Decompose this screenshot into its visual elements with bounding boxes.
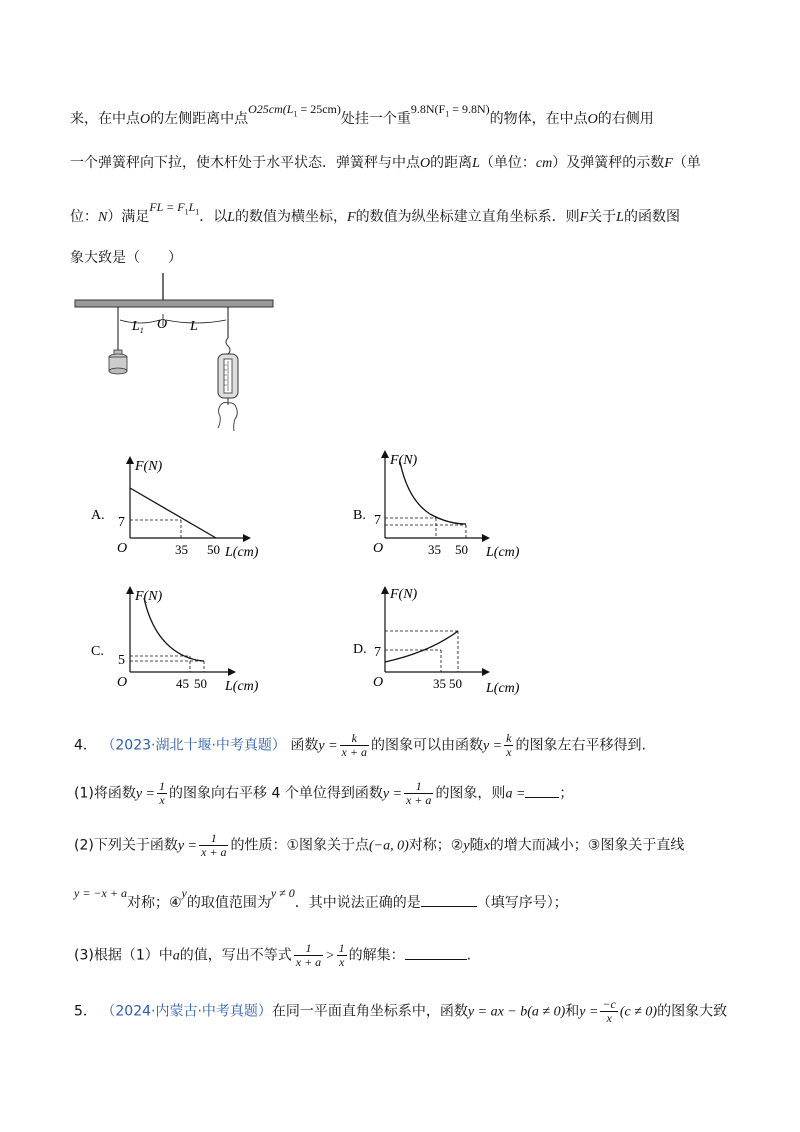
option-label: D. <box>353 642 367 657</box>
origin-label: O <box>373 541 384 556</box>
y-axis-label: F(N) <box>390 587 418 602</box>
y-tick: 7 <box>118 515 125 530</box>
y-axis-label: F(N) <box>135 589 163 604</box>
answer-blank[interactable] <box>405 959 467 960</box>
fraction: $\frac{k}{x}$ <box>506 731 512 759</box>
graph-curve <box>130 488 216 538</box>
label-o: O <box>157 317 168 332</box>
option-c-graph <box>88 582 288 697</box>
answer-blank[interactable] <box>525 797 559 798</box>
text: 的物体，在中点 <box>489 111 588 127</box>
origin-label: O <box>117 541 128 556</box>
origin-label: O <box>117 675 128 690</box>
x-axis-label: L(cm) <box>225 545 259 560</box>
graph-curve <box>144 598 204 661</box>
q5-heading: 5． （2024·内蒙古·中考真题）在同一平面直角坐标系中，函数y = ax − b(a ≠ 0)和y = $\frac{-c}{x}$ (c ≠ 0)的图象大致 <box>74 997 728 1025</box>
math-weight: $9.8N(F_1 = 9.8N)$ <box>410 102 490 119</box>
x-tick: 35 <box>433 676 446 691</box>
text-line-2: 一个弹簧秤向下拉，使木杆处于水平状态．弹簧秤与中点O的距离L（单位：cm）及弹簧秤的示数F（单 <box>70 155 701 171</box>
lever-diagram <box>70 268 285 433</box>
option-b-graph <box>350 448 550 565</box>
answer-blank[interactable] <box>421 906 477 907</box>
x-axis-label: L(cm) <box>486 545 520 560</box>
text: 的左侧距离中点 <box>150 111 249 127</box>
text: 的右侧用 <box>597 111 654 127</box>
graph-curve <box>400 462 466 524</box>
graph-curve <box>385 631 458 662</box>
label-l1: $L_1$ <box>132 319 144 335</box>
question-number: 5． <box>74 1003 97 1020</box>
q4-part-2: (2)下列关于函数y = $\frac{1}{x + a}$ 的性质：①图象关于点(−a, 0)对称；②y随x的增大而减小；③图象关于直线 <box>74 831 685 859</box>
text-line-1 <box>70 102 654 128</box>
y-tick: 7 <box>374 513 381 528</box>
option-a-graph <box>88 450 288 565</box>
math-distance: $O25cm(L_1 = 25cm)$ <box>248 102 341 119</box>
x-tick: 50 <box>207 542 220 557</box>
math-o: O <box>140 112 151 127</box>
option-label: B. <box>353 508 366 523</box>
text-line-4: 象大致是（ ） <box>70 250 182 266</box>
text: 处挂一个重 <box>340 111 411 127</box>
x-axis-label: L(cm) <box>225 679 259 694</box>
question-source: （2024·内蒙古·中考真题） <box>101 1003 272 1020</box>
x-tick: 45 <box>176 676 189 691</box>
x-axis-label: L(cm) <box>486 681 520 696</box>
hand-icon <box>218 402 237 431</box>
x-tick: 35 <box>175 542 188 557</box>
y-axis-label: F(N) <box>390 453 418 468</box>
q4-heading: 4． （2023·湖北十堰·中考真题） 函数y = $\frac{k}{x + a}$ 的图象可以由函数y = $\frac{k}{x}$ 的图象左右平移得到. <box>74 731 646 759</box>
x-tick: 50 <box>194 676 207 691</box>
y-axis-label: F(N) <box>135 459 163 474</box>
option-label: A. <box>91 508 105 523</box>
fraction: $\frac{k}{x + a}$ <box>341 731 367 759</box>
x-tick: 50 <box>449 676 462 691</box>
label-l: L <box>190 319 198 334</box>
text: 来，在中点 <box>70 111 140 127</box>
x-tick: 50 <box>455 542 468 557</box>
y-tick: 5 <box>118 653 125 668</box>
x-tick: 35 <box>428 542 441 557</box>
text-line-3: 位：N）满足FL = $F_1L_1$．以L的数值为横坐标，F的数值为纵坐标建立直角坐标系．则F关于L的函数图 <box>70 200 680 225</box>
origin-label: O <box>373 675 384 690</box>
math-o: O <box>587 112 598 127</box>
question-number: 4． <box>74 737 97 754</box>
y-tick: 7 <box>374 645 381 660</box>
q4-part-3: (3)根据（1）中a的值，写出不等式 $\frac{1}{x + a}$ > $\frac{1}{x}$ 的解集： . <box>74 941 472 969</box>
q4-part-1: (1)将函数y = $\frac{1}{x}$ 的图象向右平移 4 个单位得到函数y = $\frac{1}{x + a}$ 的图象，则a = ； <box>74 779 574 807</box>
option-d-graph <box>350 584 550 699</box>
question-source: （2023·湖北十堰·中考真题） <box>101 737 286 754</box>
q4-part-2-cont: y = −x + a对称；④y的取值范围为y ≠ 0．其中说法正确的是 （填写序号）； <box>74 886 568 911</box>
math-formula: FL = $F_1L_1$ <box>149 200 200 217</box>
option-label: C. <box>91 644 104 659</box>
